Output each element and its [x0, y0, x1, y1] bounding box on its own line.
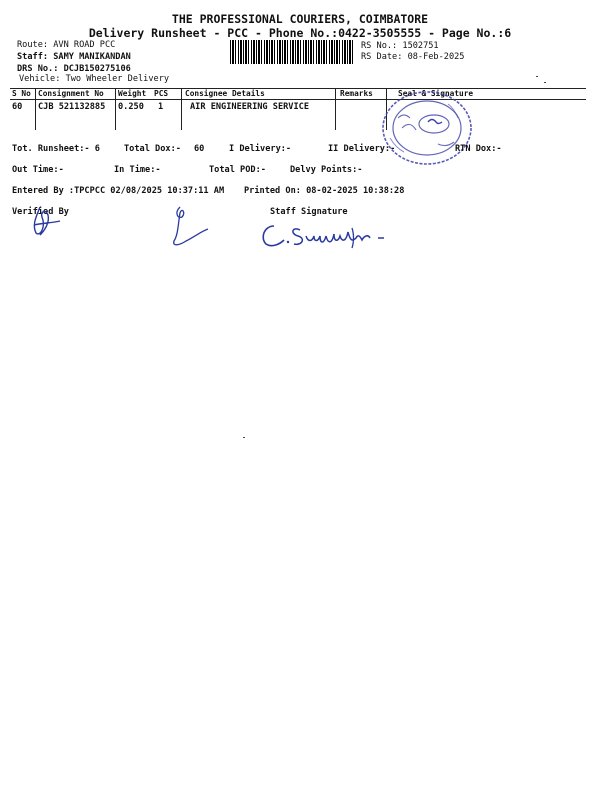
printed-on: Printed On: 08-02-2025 10:38:28 — [244, 186, 405, 196]
out-time: Out Time:- — [12, 165, 64, 175]
row-s-no: 60 — [12, 102, 23, 112]
company-title: THE PROFESSIONAL COURIERS, COIMBATORE — [171, 12, 429, 26]
total-dox-label: Total Dox:- — [124, 144, 181, 154]
col-divider — [115, 88, 116, 130]
i-delivery: I Delivery:- — [229, 144, 292, 154]
row-weight: 0.250 — [118, 102, 144, 112]
route-text: Route: AVN ROAD PCC — [17, 40, 116, 50]
in-time: In Time:- — [114, 165, 161, 175]
runsheet-subtitle: Delivery Runsheet - PCC - Phone No.:0422-3505555 - Page No.:6 — [88, 26, 512, 40]
rs-date: RS Date: 08-Feb-2025 — [361, 52, 465, 62]
rtn-dox: RTN Dox:- — [455, 144, 502, 154]
runsheet-table — [10, 88, 586, 130]
scan-speck — [544, 82, 546, 83]
delvy-points: Delvy Points:- — [290, 165, 363, 175]
verifier-signature — [26, 203, 66, 239]
row-consignment-no: CJB 521132885 — [38, 102, 106, 112]
company-seal-stamp — [378, 88, 476, 172]
initials-signature — [164, 205, 210, 251]
staff-signature — [258, 216, 398, 254]
verified-by-label: Verified By — [12, 207, 69, 217]
row-consignee: AIR ENGINEERING SERVICE — [190, 102, 309, 112]
barcode-image — [230, 40, 355, 64]
entered-by: Entered By :TPCPCC 02/08/2025 10:37:11 AM — [12, 186, 225, 196]
col-divider — [35, 88, 36, 130]
scan-speck — [536, 76, 538, 77]
rs-number: RS No.: 1502751 — [361, 41, 439, 51]
total-pod: Total POD:- — [209, 165, 266, 175]
table-header-rule — [10, 99, 586, 100]
col-divider — [181, 88, 182, 130]
total-dox-value: 60 — [194, 144, 205, 154]
header-weight: Weight — [118, 89, 147, 98]
drs-number: DRS No.: DCJB150275106 — [17, 64, 131, 74]
row-pcs: 1 — [158, 102, 164, 112]
header-consignee-details: Consignee Details — [185, 89, 265, 98]
vehicle-text: Vehicle: Two Wheeler Delivery — [19, 74, 170, 84]
staff-text: Staff: SAMY MANIKANDAN — [17, 52, 131, 62]
header-seal-signature: Seal & Signature — [398, 89, 474, 98]
staff-signature-label: Staff Signature — [270, 207, 348, 217]
header-pcs: PCS — [154, 89, 169, 98]
tot-runsheet: Tot. Runsheet:- 6 — [12, 144, 100, 154]
ii-delivery: II Delivery:- — [328, 144, 396, 154]
col-divider — [335, 88, 336, 130]
header-remarks: Remarks — [340, 89, 373, 98]
header-consignment-no: Consignment No — [38, 89, 104, 98]
header-s-no: S No — [12, 89, 31, 98]
scan-speck — [243, 437, 245, 438]
